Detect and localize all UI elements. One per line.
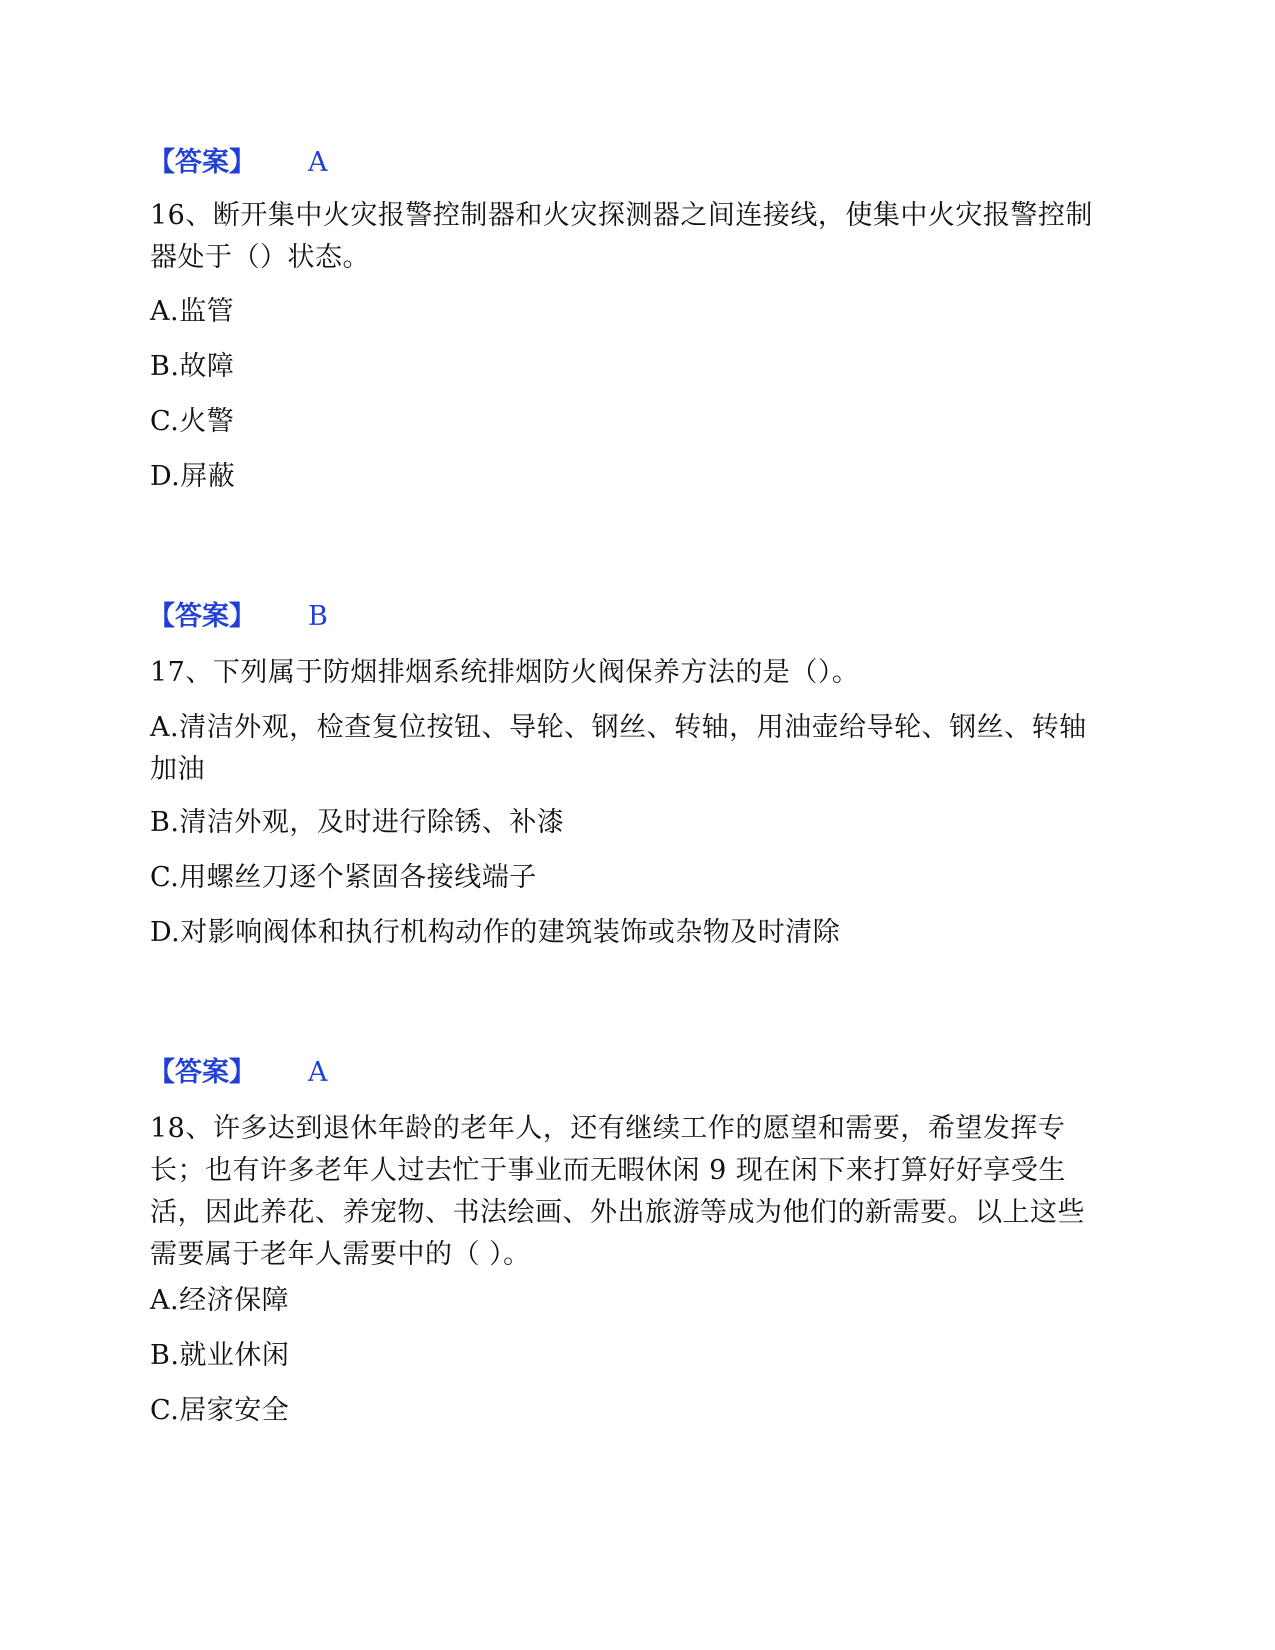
option-b: B.清洁外观，及时进行除锈、补漆 — [150, 807, 565, 838]
answer-line — [148, 1056, 328, 1090]
option-c: C.居家安全 — [150, 1395, 290, 1426]
question-16: 16、断开集中火灾报警控制器和火灾探测器之间连接线，使集中火灾报警控制器处于（）状态。 — [150, 200, 1093, 273]
option-b: B.故障 — [150, 351, 235, 382]
question-18: 18、许多达到退休年龄的老年人，还有继续工作的愿望和需要，希望发挥专长；也有许多老年人过去忙于事业而无暇休闲 9 现在闲下来打算好好享受生活，因此养花、养宠物、书法绘画、外出旅游等成为他们的新需要。以上这些需要属于老年人需要中的（ ）。 — [150, 1113, 1085, 1270]
option-d: D.对影响阀体和执行机构动作的建筑装饰或杂物及时清除 — [150, 917, 841, 948]
answer-label: 【答案】 — [148, 147, 256, 178]
answer-value: A — [308, 1057, 328, 1088]
option-a: A.清洁外观，检查复位按钮、导轮、钢丝、转轴，用油壶给导轮、钢丝、转轴加油 — [150, 712, 1087, 785]
answer-line — [148, 146, 328, 180]
answer-value: A — [308, 147, 328, 178]
answer-value: B — [308, 601, 328, 632]
option-c: C.火警 — [150, 406, 235, 437]
option-c: C.用螺丝刀逐个紧固各接线端子 — [150, 862, 537, 893]
option-d: D.屏蔽 — [150, 461, 236, 492]
option-b: B.就业休闲 — [150, 1340, 290, 1371]
option-a: A.经济保障 — [150, 1285, 290, 1316]
answer-label: 【答案】 — [148, 601, 256, 632]
question-17: 17、下列属于防烟排烟系统排烟防火阀保养方法的是（）。 — [150, 657, 860, 688]
option-a: A.监管 — [150, 296, 235, 327]
answer-line — [148, 600, 328, 634]
answer-label: 【答案】 — [148, 1057, 256, 1088]
